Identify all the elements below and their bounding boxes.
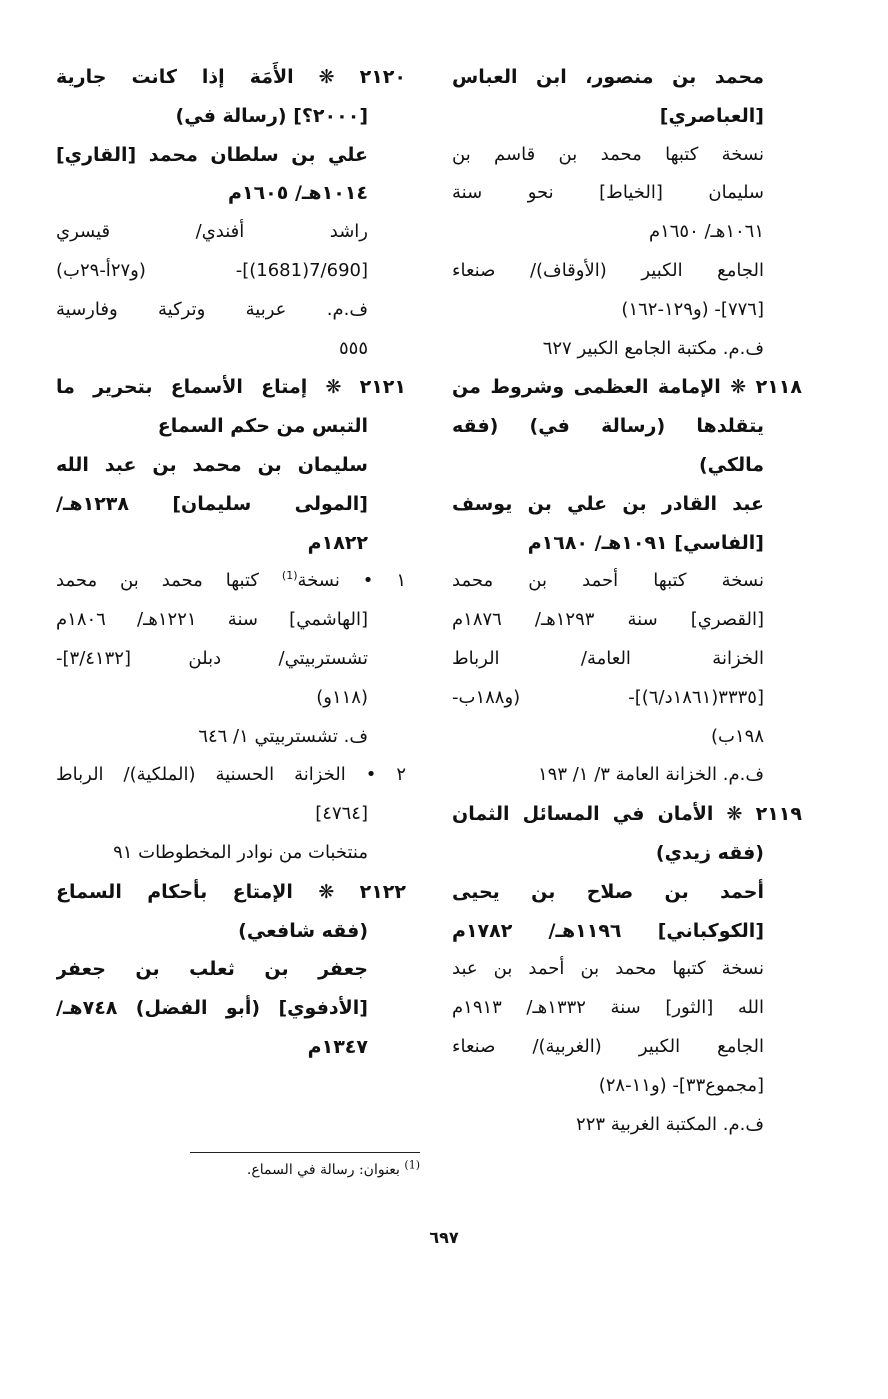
line-text: نسخة كتبها أحمد بن محمد — [452, 570, 764, 592]
left-column — [56, 58, 406, 1067]
left-line — [56, 524, 368, 563]
right-line — [452, 795, 802, 834]
right-line — [452, 368, 802, 407]
right-line — [452, 174, 764, 213]
line-text: [الأدفوي] (أبو الفضل) ٧٤٨هـ/ — [56, 997, 368, 1020]
footnote-text: بعنوان: رسالة في السماع. — [246, 1162, 400, 1178]
right-line — [452, 562, 764, 601]
line-text: [مجموع٣٣]- (و١١-٢٨) — [598, 1074, 764, 1096]
line-text: سليمان بن محمد بن عبد الله — [56, 453, 368, 476]
line-text: الله [الثور] سنة ١٣٣٢هـ/ ١٩١٣م — [452, 997, 764, 1019]
line-text: ف.م. مكتبة الجامع الكبير ٦٢٧ — [542, 337, 764, 359]
left-line — [56, 58, 406, 97]
line-text: ٥٥٥ — [338, 337, 368, 359]
line-text: يتقلدها (رسالة في) (فقه — [452, 415, 764, 438]
line-text: ٢١٢٠ ❋ الأَمَة إذا كانت جارية — [56, 66, 406, 88]
line-text: ١٠١٤هـ/ ١٦٠٥م — [228, 182, 368, 205]
right-line — [452, 446, 764, 485]
line-text: راشد أفندي/ قيسري — [56, 221, 368, 243]
line-text: ف.م. الخزانة العامة ٣/ ١/ ١٩٣ — [537, 764, 764, 786]
left-line — [56, 679, 368, 718]
right-line — [452, 834, 764, 873]
line-text: [٧٧٦]- (و١٢٩-١٦٢) — [621, 298, 764, 320]
footnote-mark: (1) — [404, 1158, 420, 1172]
line-text: تشستربيتي/ دبلن [٣/٤١٣٢]- — [56, 647, 368, 669]
left-line — [56, 795, 368, 834]
footnote-separator — [190, 1152, 420, 1153]
line-text: التبس من حكم السماع — [157, 415, 368, 438]
left-line — [56, 446, 368, 485]
line-text-cont: كتبها محمد بن محمد — [56, 570, 282, 592]
right-line — [452, 407, 764, 446]
line-text: ١٠٦١هـ/ ١٦٥٠م — [648, 221, 764, 243]
left-line — [56, 485, 368, 524]
left-line — [56, 407, 368, 446]
line-text: محمد بن منصور، ابن العباس — [452, 66, 764, 88]
right-line — [452, 291, 764, 330]
line-text: [٢٠٠٠؟] (رسالة في) — [175, 104, 368, 127]
line-text: الجامع الكبير (الأوقاف)/ صنعاء — [452, 259, 764, 281]
left-line — [56, 834, 368, 873]
left-line — [56, 950, 368, 989]
right-line — [452, 58, 764, 97]
left-line — [56, 136, 368, 175]
line-text: الخزانة العامة/ الرباط — [452, 647, 764, 669]
line-text: ف. تشستربيتي ١/ ٦٤٦ — [198, 725, 368, 747]
line-text: منتخبات من نوادر المخطوطات ٩١ — [113, 841, 368, 863]
line-text: ١٣٤٧م — [307, 1035, 368, 1058]
line-text: [٤٧٦٤] — [315, 803, 368, 825]
line-text: (١١٨و) — [316, 686, 368, 708]
line-text: [الكوكباني] ١١٩٦هـ/ ١٧٨٢م — [452, 919, 764, 942]
line-text: نسخة كتبها محمد بن أحمد بن عبد — [452, 958, 764, 980]
line-text: (فقه شافعي) — [238, 919, 368, 942]
line-text: ٢١٢٢ ❋ الإمتاع بأحكام السماع — [56, 880, 406, 903]
left-line — [56, 1028, 368, 1067]
right-line — [452, 640, 764, 679]
line-text: نسخة كتبها محمد بن قاسم بن — [452, 143, 764, 165]
line-text: (فقه زيدي) — [655, 841, 764, 864]
line-text: ٢١١٩ ❋ الأمان في المسائل الثمان — [452, 803, 802, 826]
right-line — [452, 524, 764, 563]
line-text: جعفر بن ثعلب بن جعفر — [56, 958, 368, 981]
left-line — [56, 368, 406, 407]
right-line — [452, 601, 764, 640]
right-line — [452, 330, 764, 369]
line-text: عبد القادر بن علي بن يوسف — [452, 492, 764, 515]
right-line — [452, 950, 764, 989]
left-line — [56, 718, 368, 757]
left-line — [56, 174, 368, 213]
right-line — [452, 213, 764, 252]
right-line — [452, 1106, 764, 1145]
left-line — [56, 989, 368, 1028]
line-text: علي بن سلطان محمد [القاري] — [56, 143, 368, 166]
line-text: [الهاشمي] سنة ١٢٢١هـ/ ١٨٠٦م — [56, 609, 368, 631]
left-line — [56, 640, 368, 679]
left-line — [56, 756, 406, 795]
right-line — [452, 989, 764, 1028]
line-text: [القصري] سنة ١٢٩٣هـ/ ١٨٧٦م — [452, 609, 764, 631]
left-line — [56, 252, 368, 291]
page-number: ٦٩٧ — [429, 1228, 459, 1247]
line-text: ف.م. المكتبة الغربية ٢٢٣ — [576, 1113, 764, 1135]
footnote — [190, 1158, 420, 1182]
line-text: ٢ • الخزانة الحسنية (الملكية)/ الرباط — [56, 764, 406, 786]
line-text: سليمان [الخياط] نحو سنة — [452, 182, 764, 204]
left-line — [56, 291, 368, 330]
right-line — [452, 485, 764, 524]
line-text: مالكي) — [699, 453, 764, 476]
line-text: [7/690(1681)]- (و٢٧أ-٢٩ب) — [56, 259, 368, 281]
right-line — [452, 1028, 764, 1067]
left-line — [56, 213, 368, 252]
line-text: [العباصري] — [659, 104, 764, 127]
line-text: ١٨٢٢م — [307, 531, 368, 554]
line-text: ف.م. عربية وتركية وفارسية — [56, 298, 368, 320]
right-line — [452, 756, 764, 795]
left-line — [56, 873, 406, 912]
right-line — [452, 912, 764, 951]
line-text: [المولى سليمان] ١٢٣٨هـ/ — [56, 492, 368, 515]
line-text: الجامع الكبير (الغربية)/ صنعاء — [452, 1035, 764, 1057]
left-line — [56, 97, 368, 136]
left-line — [56, 562, 406, 601]
right-line — [452, 679, 764, 718]
line-text: ١ • نسخة — [297, 570, 406, 592]
line-text: ١٩٨ب) — [711, 725, 764, 747]
right-column — [452, 58, 802, 1144]
line-text: ٢١٢١ ❋ إمتاع الأسماع بتحرير ما — [56, 376, 406, 399]
right-line — [452, 718, 764, 757]
right-line — [452, 97, 764, 136]
left-line — [56, 601, 368, 640]
footnote-ref: (1) — [281, 569, 298, 583]
left-line — [56, 912, 368, 951]
line-text: أحمد بن صلاح بن يحيى — [452, 880, 764, 903]
left-line — [56, 330, 368, 369]
right-line — [452, 252, 764, 291]
right-line — [452, 136, 764, 175]
line-text: [٣٣٣٥(١٨٦١د/٦)]- (و١٨٨ب- — [452, 686, 764, 708]
right-line — [452, 1067, 764, 1106]
right-line — [452, 873, 764, 912]
line-text: [الفاسي] ١٠٩١هـ/ ١٦٨٠م — [527, 531, 764, 554]
line-text: ٢١١٨ ❋ الإمامة العظمى وشروط من — [452, 376, 802, 399]
